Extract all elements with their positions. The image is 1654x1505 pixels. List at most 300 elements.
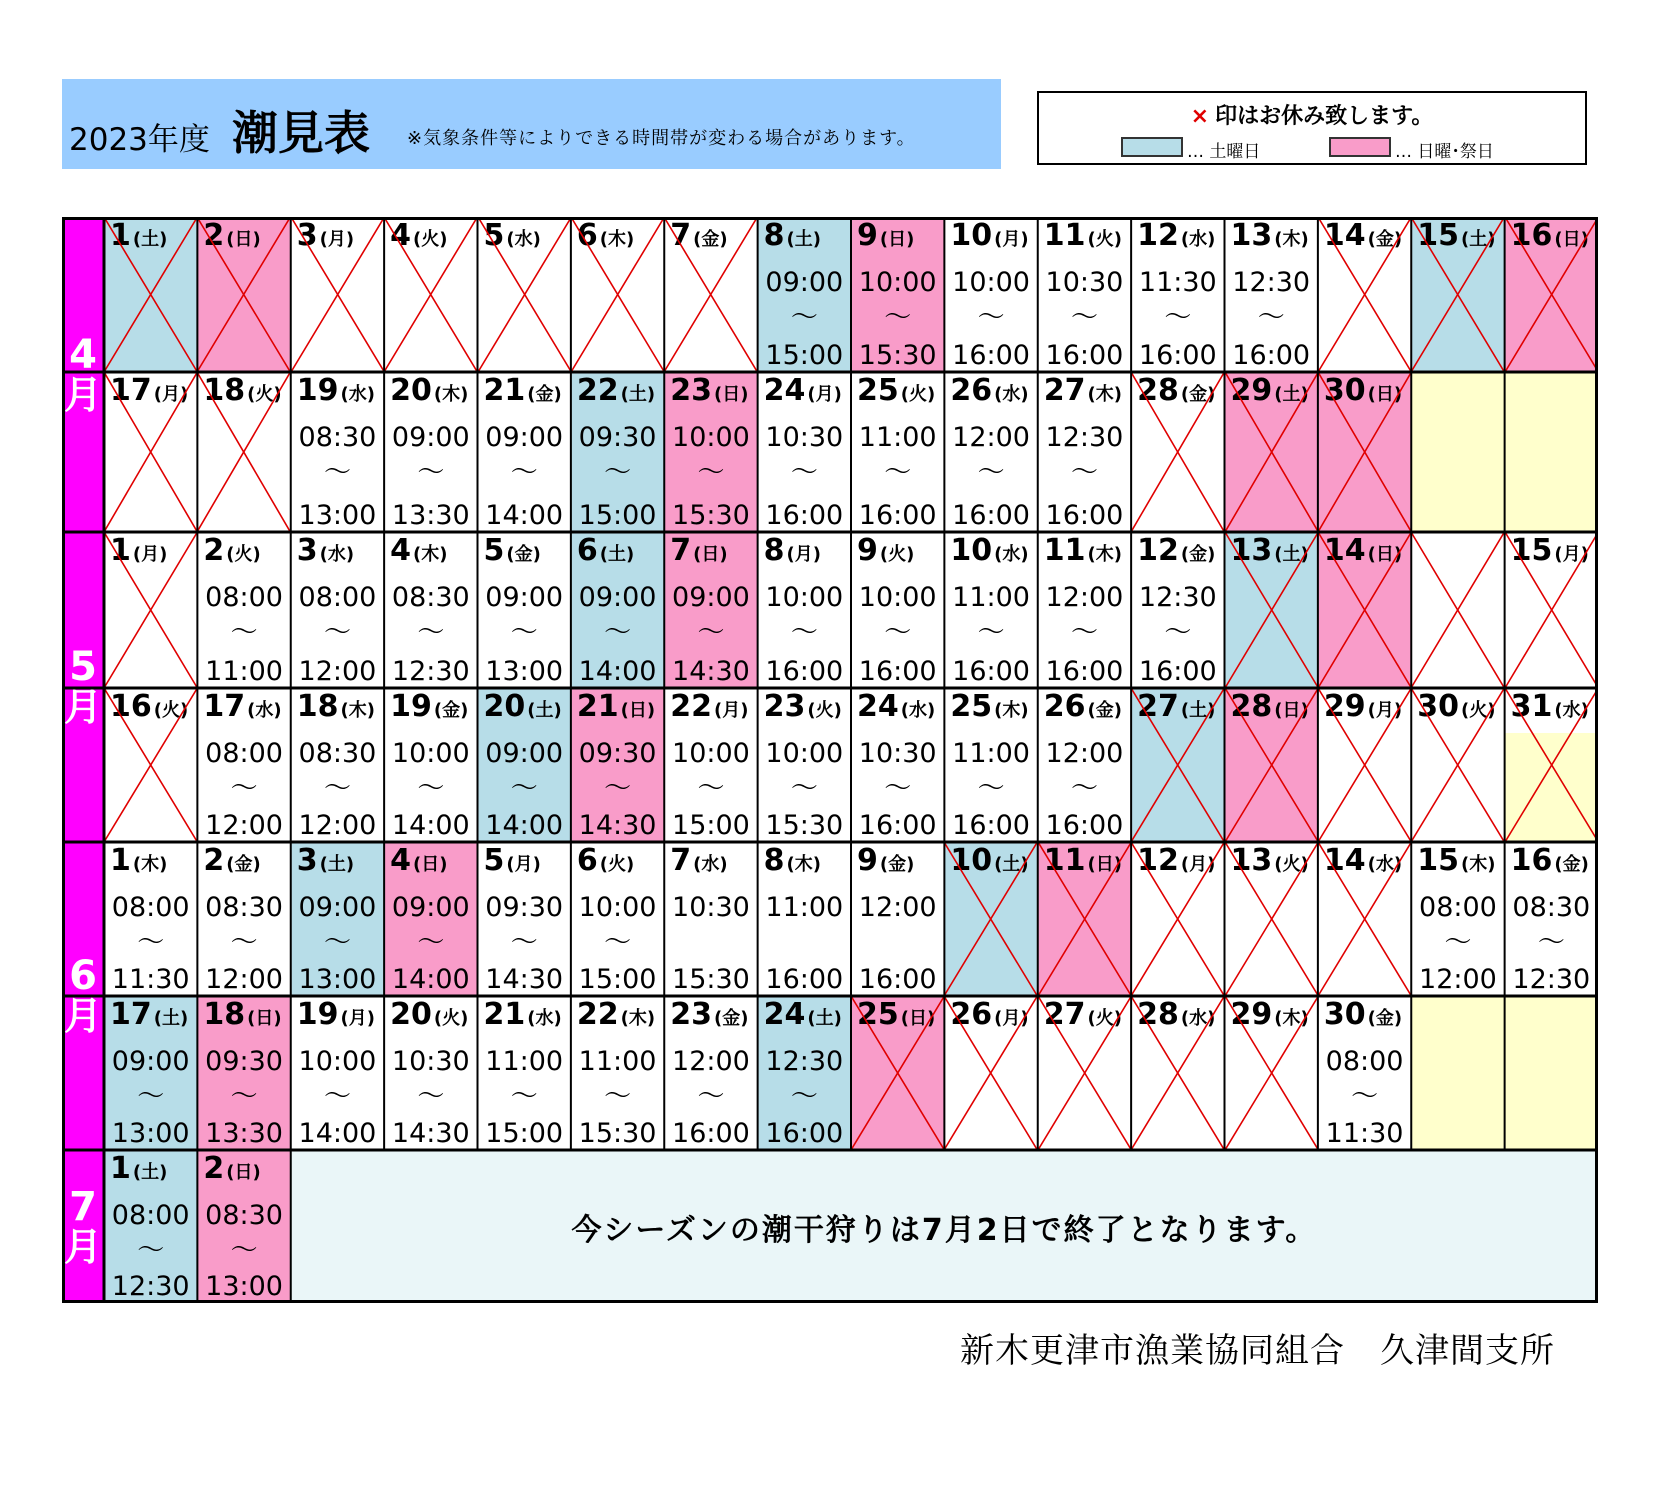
empty-cell [1411,372,1504,532]
closed-cross-icon [1225,372,1318,532]
day-date: 20 [390,373,432,408]
day-weekday: (木) [1274,1008,1309,1029]
day-cell [478,372,571,532]
day-date: 26 [1043,689,1086,724]
day-number [390,689,469,724]
day-date: 29 [1230,997,1273,1032]
start-time: 09:30 [485,892,564,923]
start-time: 10:00 [672,738,750,769]
day-number [296,689,375,724]
start-time: 10:00 [672,422,750,453]
day-date: 10 [950,218,993,253]
day-date: 3 [296,218,318,253]
day-weekday: (月) [1180,854,1216,875]
day-weekday: (土) [153,1008,189,1029]
day-cell [758,532,851,688]
day-weekday: (土) [132,229,168,250]
day-weekday: (月) [1367,700,1403,721]
day-weekday: (木) [786,854,821,875]
end-time: 16:00 [1045,500,1124,531]
end-time: 12:00 [298,810,377,841]
day-date: 28 [1137,373,1179,408]
day-cell [1225,372,1318,532]
day-date: 23 [670,373,712,408]
day-cell [104,372,197,532]
day-number [670,533,728,568]
day-date: 7 [670,218,692,253]
day-cell [384,688,477,842]
day-number [1043,218,1122,253]
time-range-tilde: 〜 [1537,927,1565,958]
day-weekday: (金) [1180,544,1216,565]
empty-cell [1411,996,1504,1150]
day-date: 29 [1323,689,1366,724]
day-number [110,1151,168,1186]
day-weekday: (月) [340,1008,375,1029]
day-number [576,373,656,408]
day-number [203,997,282,1032]
day-cell [1318,996,1411,1150]
legend [1037,91,1587,165]
day-cell [478,842,571,996]
end-time: 15:00 [672,810,750,841]
time-range-tilde: 〜 [884,617,912,648]
day-cell [944,842,1037,996]
day-weekday: (日) [1367,544,1403,565]
day-number [763,218,821,253]
day-cell [758,372,851,532]
day-number [1043,533,1122,568]
day-cell [571,532,664,688]
day-cell [1038,688,1131,842]
empty-cell [1505,996,1598,1150]
end-time: 16:00 [1045,340,1124,371]
time-range-tilde: 〜 [1351,1081,1379,1112]
day-cell [104,688,197,842]
day-cell [571,688,664,842]
day-date: 27 [1137,689,1179,724]
day-number [203,533,261,568]
day-weekday: (日) [1087,854,1122,875]
day-cell [1411,842,1504,996]
start-time: 09:00 [485,582,564,613]
day-weekday: (月) [786,544,821,565]
start-time: 11:00 [952,582,1030,613]
day-weekday: (火) [226,544,261,565]
time-range-tilde: 〜 [790,302,818,333]
day-cell [197,217,290,372]
day-weekday: (水) [527,1008,562,1029]
time-range-tilde: 〜 [604,927,632,958]
time-range-tilde: 〜 [604,773,632,804]
closed-cross-icon [1225,996,1318,1150]
day-cell [1038,372,1131,532]
day-number [857,373,936,408]
legend-closed-label: 印はお休み致します。 [1215,104,1434,129]
day-date: 6 [576,843,598,878]
closed-cross-icon [1038,842,1131,996]
day-cell [291,996,384,1150]
time-range-tilde: 〜 [1070,302,1098,333]
day-number [950,689,1029,724]
day-cell [664,996,757,1150]
day-weekday: (土) [132,1162,168,1183]
day-date: 27 [1043,373,1086,408]
closed-cross-icon [1411,217,1504,372]
day-cell [1505,217,1598,372]
day-date: 19 [296,373,339,408]
time-range-tilde: 〜 [790,457,818,488]
day-date: 29 [1230,373,1273,408]
day-cell [1505,532,1598,688]
start-time: 10:00 [765,738,844,769]
time-range-tilde: 〜 [884,457,912,488]
month-label-april: 4 月 [62,217,104,532]
time-range-tilde: 〜 [417,927,445,958]
start-time: 10:30 [1045,267,1124,298]
day-cell [664,532,757,688]
day-weekday: (水) [994,384,1029,405]
day-weekday: (土) [994,854,1029,875]
month-label-may: 5 月 [62,532,104,842]
time-range-tilde: 〜 [230,617,258,648]
day-cell [1131,217,1224,372]
day-number [110,997,189,1032]
start-time: 10:30 [672,892,750,923]
day-number [483,373,562,408]
day-weekday: (金) [1180,384,1216,405]
start-time: 12:30 [1138,582,1217,613]
day-weekday: (日) [879,229,915,250]
day-weekday: (日) [413,854,448,875]
day-weekday: (土) [319,854,355,875]
day-weekday: (水) [1180,1008,1216,1029]
day-weekday: (火) [879,544,915,565]
day-weekday: (金) [1087,700,1122,721]
closed-cross-icon [1411,688,1504,842]
day-weekday: (月) [319,229,355,250]
time-range-tilde: 〜 [417,457,445,488]
day-date: 24 [763,997,806,1032]
day-weekday: (日) [693,544,728,565]
day-date: 15 [1510,533,1553,568]
day-date: 11 [1043,533,1086,568]
day-number [670,843,728,878]
day-weekday: (水) [1554,700,1589,721]
day-date: 21 [483,997,526,1032]
closed-cross-icon [1318,532,1411,688]
day-cell [571,996,664,1150]
day-date: 11 [1043,843,1086,878]
day-number [576,997,656,1032]
day-weekday: (金) [1367,229,1403,250]
day-weekday: (日) [226,229,261,250]
end-time: 16:00 [1138,656,1217,687]
day-date: 30 [1417,689,1459,724]
day-weekday: (火) [247,384,282,405]
day-weekday: (水) [900,700,936,721]
day-cell [944,372,1037,532]
day-cell [104,842,197,996]
season-end-message: 今シーズンの潮干狩りは7月2日で終了となります。 [291,1150,1598,1303]
start-time: 08:00 [1419,892,1497,923]
day-weekday: (日) [1554,229,1589,250]
day-date: 16 [110,689,152,724]
day-number [857,689,936,724]
day-date: 2 [203,218,225,253]
month-label-june: 6 月 [62,842,104,1150]
start-time: 11:00 [485,1046,564,1077]
start-time: 12:00 [672,1046,750,1077]
day-number [483,533,541,568]
start-time: 09:00 [391,892,470,923]
start-time: 12:00 [1045,582,1124,613]
day-weekday: (火) [1461,700,1496,721]
closed-cross-icon [291,217,384,372]
start-time: 09:00 [485,422,564,453]
end-time: 13:30 [205,1118,283,1149]
closed-cross-icon [1131,842,1224,996]
end-time: 13:00 [485,656,564,687]
day-cell [571,842,664,996]
time-range-tilde: 〜 [230,1081,258,1112]
start-time: 08:00 [205,738,283,769]
day-number [1417,843,1496,878]
day-date: 11 [1043,218,1086,253]
day-number [670,997,749,1032]
day-cell [1225,842,1318,996]
day-weekday: (土) [1274,384,1309,405]
time-range-tilde: 〜 [604,457,632,488]
day-weekday: (木) [132,854,168,875]
day-date: 5 [483,218,505,253]
day-weekday: (火) [413,229,448,250]
day-weekday: (月) [714,700,749,721]
closed-cross-icon [851,996,944,1150]
day-date: 7 [670,533,692,568]
day-cell [851,842,944,996]
day-number [1043,373,1122,408]
start-time: 10:00 [858,582,937,613]
day-cell [664,842,757,996]
day-cell [197,996,290,1150]
day-date: 1 [110,1151,131,1186]
end-time: 11:30 [1325,1118,1404,1149]
day-date: 18 [203,373,246,408]
day-weekday: (木) [1274,229,1309,250]
day-date: 2 [203,1151,225,1186]
day-cell [478,688,571,842]
end-time: 16:00 [765,1118,844,1149]
end-time: 16:00 [952,340,1030,371]
end-time: 16:00 [952,656,1030,687]
end-time: 12:00 [1419,964,1497,995]
start-time: 12:00 [952,422,1030,453]
closed-cross-icon [1225,688,1318,842]
start-time: 12:00 [858,892,937,923]
end-time: 15:30 [765,810,844,841]
day-cell [1318,842,1411,996]
day-date: 14 [1323,533,1366,568]
day-cell [571,217,664,372]
end-time: 16:00 [858,656,937,687]
time-range-tilde: 〜 [417,617,445,648]
time-range-tilde: 〜 [510,617,538,648]
day-number [296,533,355,568]
time-range-tilde: 〜 [323,617,351,648]
day-number [390,533,448,568]
day-cell [1411,688,1504,842]
end-time: 16:00 [858,810,937,841]
day-weekday: (木) [1087,544,1122,565]
closed-cross-icon [1318,372,1411,532]
day-cell [478,217,571,372]
day-cell [104,996,197,1150]
day-date: 25 [857,997,899,1032]
sunday-holiday-legend-label: … 日曜･祭日 [1395,142,1494,162]
day-weekday: (火) [900,384,936,405]
tide-calendar [62,217,1598,1303]
day-cell [571,372,664,532]
closed-cross-icon [104,688,197,842]
start-time: 11:00 [765,892,844,923]
time-range-tilde: 〜 [510,457,538,488]
legend-closed-text [1039,99,1585,130]
day-number [483,843,541,878]
day-cell [384,532,477,688]
day-weekday: (日) [247,1008,282,1029]
start-time: 09:00 [391,422,470,453]
day-cell [104,1150,197,1303]
day-weekday: (日) [620,700,656,721]
end-time: 16:00 [1045,810,1124,841]
day-number [763,843,821,878]
day-date: 16 [1510,218,1553,253]
end-time: 11:30 [111,964,190,995]
time-range-tilde: 〜 [1444,927,1472,958]
day-date: 24 [857,689,899,724]
closed-cross-icon [104,532,197,688]
day-cell [1131,532,1224,688]
month-label-july: 7 月 [62,1150,104,1303]
day-cell [291,842,384,996]
day-cell [1225,217,1318,372]
title-box [62,79,1001,169]
time-range-tilde: 〜 [137,927,165,958]
time-range-tilde: 〜 [697,773,725,804]
saturday-swatch [1121,137,1183,157]
day-date: 13 [1230,843,1273,878]
sunday-holiday-swatch [1329,137,1391,157]
start-time: 10:00 [298,1046,377,1077]
day-date: 20 [390,997,432,1032]
day-weekday: (木) [994,700,1029,721]
closed-cross-icon [104,372,197,532]
day-date: 25 [950,689,993,724]
day-cell [197,1150,290,1303]
day-cell [944,532,1037,688]
day-date: 22 [576,997,619,1032]
start-time: 12:30 [1232,267,1311,298]
day-date: 6 [576,533,598,568]
start-time: 09:30 [578,738,657,769]
day-weekday: (日) [226,1162,261,1183]
closed-cross-icon [1131,996,1224,1150]
day-weekday: (月) [132,544,168,565]
day-date: 21 [483,373,526,408]
day-cell [851,688,944,842]
day-weekday: (木) [340,700,375,721]
start-time: 09:30 [205,1046,283,1077]
day-number [670,373,749,408]
start-time: 09:00 [765,267,844,298]
end-time: 14:00 [578,656,657,687]
end-time: 15:00 [765,340,844,371]
day-number [390,373,469,408]
day-cell [664,688,757,842]
day-cell [1225,532,1318,688]
end-time: 15:30 [672,964,750,995]
day-cell [1318,688,1411,842]
day-date: 15 [1417,218,1459,253]
day-weekday: (月) [807,384,842,405]
day-cell [1505,842,1598,996]
start-time: 11:00 [858,422,937,453]
time-range-tilde: 〜 [323,1081,351,1112]
day-cell [384,842,477,996]
day-number [763,997,842,1032]
time-range-tilde: 〜 [790,617,818,648]
time-range-tilde: 〜 [323,457,351,488]
day-date: 2 [203,533,225,568]
day-number [390,843,448,878]
saturday-legend-label: … 土曜日 [1187,142,1261,162]
day-number [950,533,1029,568]
end-time: 15:30 [858,340,937,371]
end-time: 11:00 [205,656,283,687]
end-time: 15:00 [578,964,657,995]
end-time: 14:00 [391,964,470,995]
day-number [296,997,375,1032]
day-weekday: (土) [599,544,635,565]
day-weekday: (金) [714,1008,749,1029]
start-time: 10:00 [578,892,657,923]
closed-cross-icon [197,217,290,372]
closed-cross-icon [1411,532,1504,688]
end-time: 13:00 [298,500,377,531]
day-cell [851,996,944,1150]
time-range-tilde: 〜 [790,773,818,804]
day-date: 31 [1510,689,1553,724]
closed-cross-icon [197,372,290,532]
day-weekday: (火) [433,1008,469,1029]
day-weekday: (月) [994,1008,1029,1029]
day-cell [1411,217,1504,372]
day-cell [291,372,384,532]
start-time: 08:30 [205,892,283,923]
day-cell [1038,532,1131,688]
end-time: 15:30 [578,1118,657,1149]
day-date: 21 [576,689,619,724]
start-time: 09:00 [485,738,564,769]
day-cell [1225,688,1318,842]
end-time: 13:30 [391,500,470,531]
time-range-tilde: 〜 [977,773,1005,804]
time-range-tilde: 〜 [697,1081,725,1112]
day-number [1510,843,1589,878]
day-cell [1318,217,1411,372]
day-number [203,843,261,878]
